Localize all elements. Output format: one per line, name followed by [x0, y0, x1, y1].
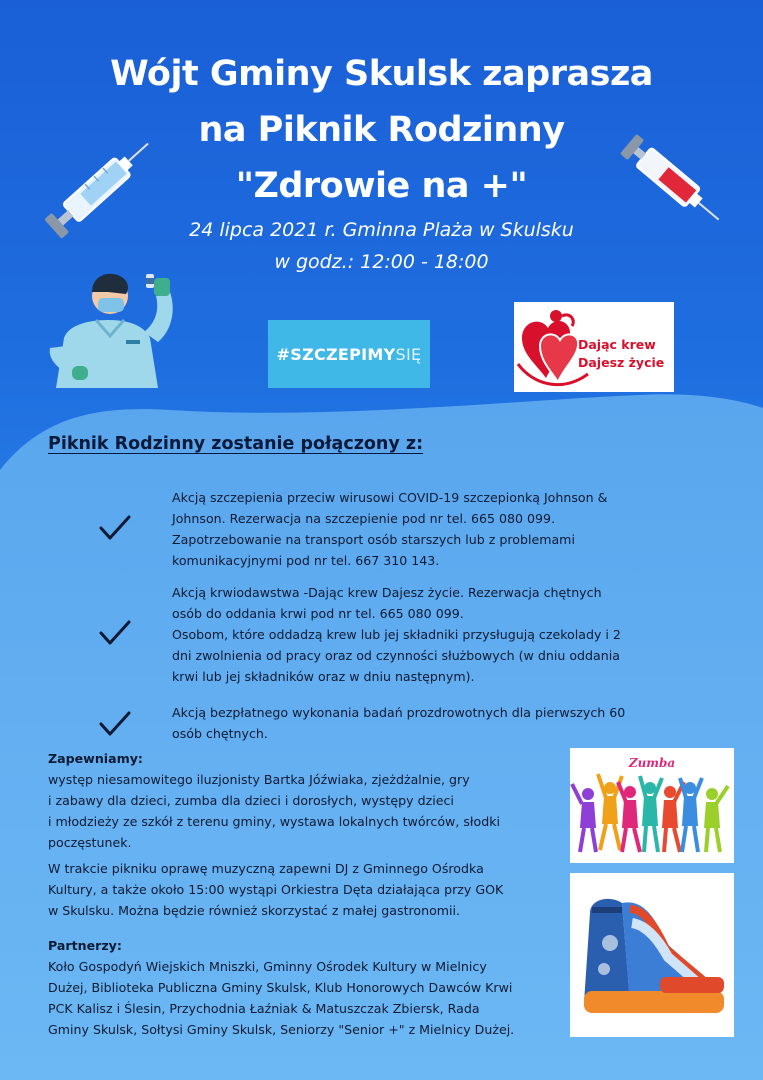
list-item-line: Johnson. Rezerwacja na szczepienie pod nr tel. 665 080 099. — [172, 511, 556, 526]
partners-paragraph — [48, 935, 514, 1040]
subtitle-line-1: 24 lipca 2021 r. Gminna Plaża w Skulsku — [189, 219, 574, 241]
music-paragraph — [48, 858, 503, 921]
subtitle-line-2: w godz.: 12:00 - 18:00 — [274, 251, 489, 273]
paragraph-line: W trakcie pikniku oprawę muzyczną zapewni DJ z Gminnego Ośrodka — [48, 861, 484, 876]
partners-label: Partnerzy: — [48, 938, 122, 953]
list-item-line: Akcją szczepienia przeciw wirusowi COVID-19 szczepionką Johnson & — [172, 490, 608, 505]
title-line-1: Wójt Gminy Skulsk zaprasza — [110, 54, 653, 94]
paragraph-line: Dużej, Biblioteka Publiczna Gminy Skulsk, Klub Honorowych Dawców Krwi — [48, 980, 513, 995]
szczepimy-sie-badge — [268, 320, 430, 388]
list-item-health-checks — [172, 702, 702, 744]
inflatable-slide-icon — [570, 873, 734, 1037]
szczepimy-badge-suffix: SIĘ — [395, 344, 422, 364]
list-item-line: osób chętnych. — [172, 726, 268, 741]
paragraph-line: poczęstunek. — [48, 835, 132, 850]
paragraph-line: i zabawy dla dzieci, zumba dla dzieci i dorosłych, występy dzieci — [48, 793, 454, 808]
list-item-vaccination — [172, 487, 702, 571]
dajac-krew-logo — [514, 302, 674, 392]
list-item-blood-donation — [172, 582, 702, 687]
checkmark-icon — [98, 514, 132, 542]
paragraph-line: Gminy Skulsk, Sołtysi Gminy Skulsk, Seniorzy "Senior +" z Mielnicy Dużej. — [48, 1022, 515, 1037]
list-item-line: Osobom, które oddadzą krew lub jej składniki przysługują czekolady i 2 — [172, 627, 621, 642]
checkmark-icon — [98, 710, 132, 738]
zapewniamy-label: Zapewniamy: — [48, 751, 143, 766]
zumba-logo-text: Zumba — [628, 756, 676, 770]
paragraph-line: w Skulsku. Można będzie również skorzystać z małej gastronomii. — [48, 903, 461, 918]
list-item-line: krwi lub jej składników oraz w dniu następnym). — [172, 669, 475, 684]
title-line-3: "Zdrowie na +" — [235, 166, 528, 206]
paragraph-line: Koło Gospodyń Wiejskich Mniszki, Gminny Ośrodek Kultury w Mielnicy — [48, 959, 487, 974]
list-item-line: komunikacyjnymi pod nr tel. 667 310 143. — [172, 553, 440, 568]
zumba-dancers-icon — [570, 748, 734, 863]
zapewniamy-paragraph — [48, 748, 500, 853]
inflatable-slide-image — [570, 873, 734, 1037]
krew-logo-line-1: Dając krew — [578, 337, 656, 352]
zumba-image — [570, 748, 734, 863]
szczepimy-badge-main: #SZCZEPIMY — [276, 344, 396, 364]
krew-logo-line-2: Dajesz życie — [578, 355, 665, 370]
paragraph-line: PCK Kalisz i Ślesin, Przychodnia Łaźniak & Matuszczak Zbiersk, Rada — [48, 1001, 480, 1016]
list-item-line: Akcją bezpłatnego wykonania badań prozdrowotnych dla pierwszych 60 — [172, 705, 626, 720]
paragraph-line: występ niesamowitego iluzjonisty Bartka Jóźwiaka, zjeżdżalnie, gry — [48, 772, 470, 787]
list-item-line: Zapotrzebowanie na transport osób starszych lub z problemami — [172, 532, 575, 547]
list-item-line: dni zwolnienia od pracy oraz od czynności służbowych (w dniu oddania — [172, 648, 620, 663]
syringe-left-icon — [40, 128, 165, 243]
section-heading: Piknik Rodzinny zostanie połączony z: — [48, 434, 424, 454]
syringe-right-icon — [620, 128, 730, 238]
krew-logo-text — [578, 336, 674, 372]
paragraph-line: Kultury, a także około 15:00 wystąpi Orkiestra Dęta działająca przy GOK — [48, 882, 504, 897]
health-worker-illustration — [46, 268, 186, 393]
list-item-line: osób do oddania krwi pod nr tel. 665 080 099. — [172, 606, 464, 621]
list-item-line: Akcją krwiodawstwa -Dając krew Dajesz życie. Rezerwacja chętnych — [172, 585, 602, 600]
paragraph-line: i młodzieży ze szkół z terenu gminy, wystawa lokalnych twórców, słodki — [48, 814, 500, 829]
checkmark-icon — [98, 619, 132, 647]
title-line-2: na Piknik Rodzinny — [198, 110, 565, 150]
